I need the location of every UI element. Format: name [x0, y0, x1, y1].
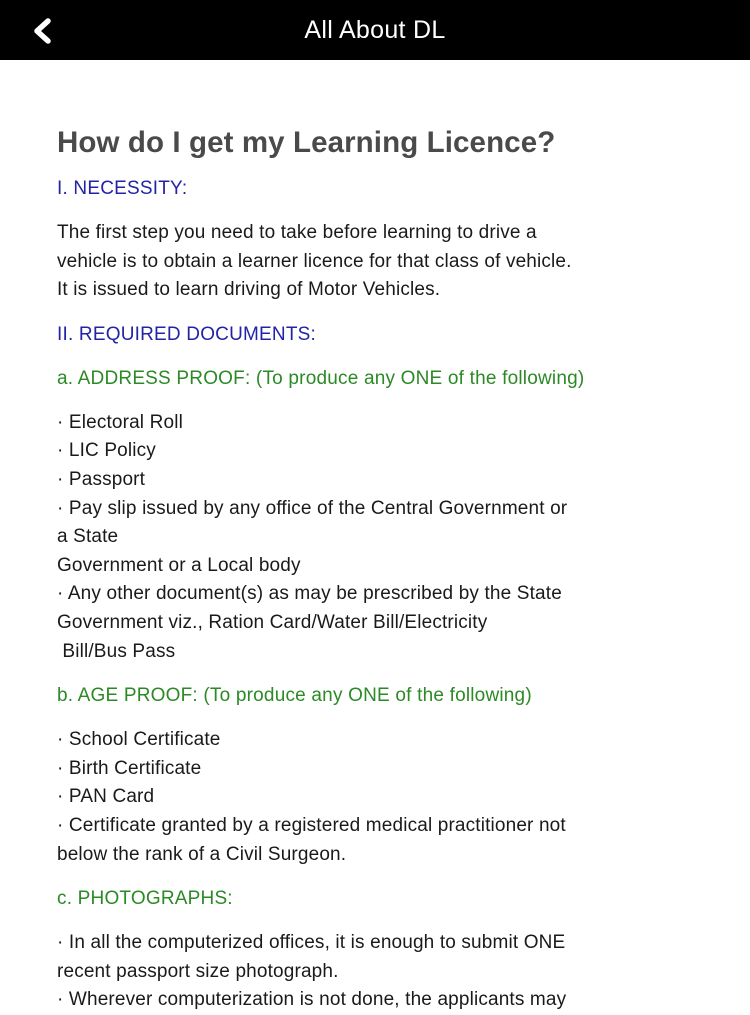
paragraph-line: The first step you need to take before learning to drive a	[57, 222, 537, 243]
list-item: · School Certificate	[57, 729, 221, 751]
list-item: · Certificate granted by a registered medical practitioner not	[57, 814, 566, 836]
list-item: · Wherever computerization is not done, the applicants may	[57, 989, 567, 1011]
necessity-heading: I. NECESSITY:	[57, 178, 188, 199]
list-item: below the rank of a Civil Surgeon.	[57, 843, 347, 865]
paragraph-line: It is issued to learn driving of Motor Vehicles.	[57, 279, 441, 301]
photographs-list	[57, 929, 727, 1015]
list-item: recent passport size photograph.	[57, 960, 339, 982]
list-item: · In all the computerized offices, it is enough to submit ONE	[57, 932, 566, 954]
list-item: · Birth Certificate	[57, 757, 202, 779]
list-item: · PAN Card	[57, 786, 155, 808]
page-title: How do I get my Learning Licence?	[57, 126, 556, 159]
article-content	[57, 122, 727, 1015]
list-item: · Any other document(s) as may be prescribed by the State	[57, 583, 562, 605]
age-proof-list	[57, 726, 727, 869]
age-proof-heading: b. AGE PROOF: (To produce any ONE of the following)	[57, 685, 532, 707]
list-item: Government viz., Ration Card/Water Bill/Electricity	[57, 611, 488, 633]
list-item: · LIC Policy	[57, 440, 156, 462]
list-item: a State	[57, 526, 119, 548]
list-item: · Electoral Roll	[57, 411, 183, 433]
list-item: Government or a Local body	[57, 554, 301, 576]
required-documents-heading: II. REQUIRED DOCUMENTS:	[57, 323, 317, 345]
paragraph-line: vehicle is to obtain a learner licence for that class of vehicle.	[57, 250, 572, 272]
list-item: · Pay slip issued by any office of the Central Government or	[57, 497, 568, 519]
navigation-bar	[0, 0, 750, 60]
list-item: · Passport	[57, 468, 146, 490]
photographs-heading: c. PHOTOGRAPHS:	[57, 888, 233, 910]
nav-title: All About DL	[304, 16, 446, 44]
list-item: Bill/Bus Pass	[57, 640, 176, 662]
necessity-paragraph	[57, 219, 727, 305]
address-proof-list	[57, 409, 727, 666]
address-proof-heading: a. ADDRESS PROOF: (To produce any ONE of the following)	[57, 367, 585, 389]
